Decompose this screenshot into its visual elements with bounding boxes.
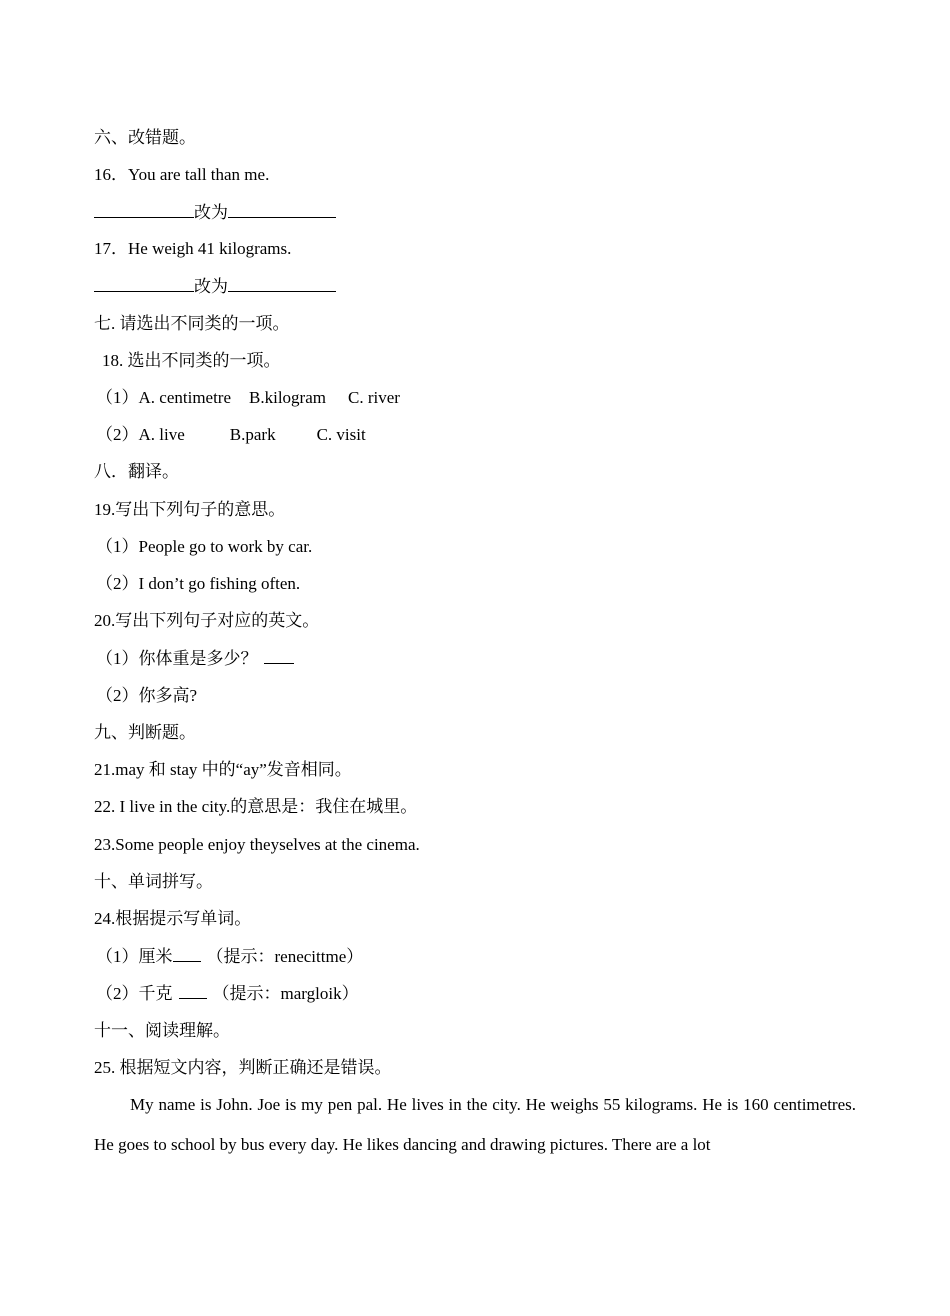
question-24-1-prompt: （1）厘米	[96, 947, 173, 966]
reading-passage: My name is John. Joe is my pen pal. He lives in the city. He weighs 55 kilograms. He is 160 centimetres. He goes to school by bus every day. He likes dancing and drawing pictures. There are a lot	[94, 1095, 856, 1154]
option-a: A. live	[138, 425, 185, 444]
section-10-title: 十、单词拼写。	[94, 872, 213, 891]
option-b: B.park	[229, 425, 276, 444]
option-b: B.kilogram	[249, 388, 326, 407]
section-8-title: 八．翻译。	[94, 462, 179, 481]
question-19-1: （1）People go to work by car.	[96, 537, 313, 556]
question-22: 22. I live in the city.的意思是：我住在城里。	[94, 797, 418, 816]
question-18-2	[96, 423, 366, 447]
hint-24-1: （提示：renecittme）	[206, 947, 364, 966]
blank-corrected-16[interactable]	[228, 200, 336, 218]
question-24-2	[96, 981, 359, 1006]
question-20-1-text: （1）你体重是多少？	[96, 649, 258, 668]
question-24: 24.根据提示写单词。	[94, 909, 252, 928]
question-16: 16．You are tall than me.	[94, 165, 270, 184]
item-number: （1）	[96, 388, 139, 407]
question-18-1	[96, 386, 400, 410]
question-18: 18. 选出不同类的一项。	[102, 351, 281, 370]
answer-line-17	[94, 274, 336, 299]
section-9-title: 九、判断题。	[94, 723, 196, 742]
question-19-2: （2）I don’t go fishing often.	[96, 574, 301, 593]
answer-blank-24-2[interactable]	[179, 981, 207, 999]
question-20-1	[96, 646, 294, 671]
answer-line-16	[94, 200, 336, 225]
option-c: C. visit	[316, 425, 366, 444]
option-a: A. centimetre	[138, 388, 232, 407]
answer-blank-20-1[interactable]	[264, 646, 294, 664]
question-20: 20.写出下列句子对应的英文。	[94, 611, 320, 630]
question-21: 21.may 和 stay 中的“ay”发音相同。	[94, 760, 352, 779]
section-7-title: 七. 请选出不同类的一项。	[94, 314, 290, 333]
question-25: 25. 根据短文内容，判断正确还是错误。	[94, 1058, 392, 1077]
question-20-2: （2）你多高?	[96, 686, 198, 705]
answer-blank-24-1[interactable]	[173, 944, 201, 962]
question-23: 23.Some people enjoy theyselves at the cinema.	[94, 835, 420, 854]
question-17: 17．He weigh 41 kilograms.	[94, 239, 292, 258]
section-11-title: 十一、阅读理解。	[94, 1021, 230, 1040]
blank-original-16[interactable]	[94, 200, 194, 218]
hint-24-2: （提示：margloik）	[212, 984, 359, 1003]
change-to-label: 改为	[194, 203, 228, 222]
blank-original-17[interactable]	[94, 274, 194, 292]
section-6-title: 六、改错题。	[94, 128, 196, 147]
item-number: （2）	[96, 425, 139, 444]
question-19: 19.写出下列句子的意思。	[94, 500, 286, 519]
option-c: C. river	[347, 388, 400, 407]
change-to-label: 改为	[194, 277, 228, 296]
question-24-2-prompt: （2）千克	[96, 984, 173, 1003]
question-24-1	[96, 944, 363, 969]
blank-corrected-17[interactable]	[228, 274, 336, 292]
